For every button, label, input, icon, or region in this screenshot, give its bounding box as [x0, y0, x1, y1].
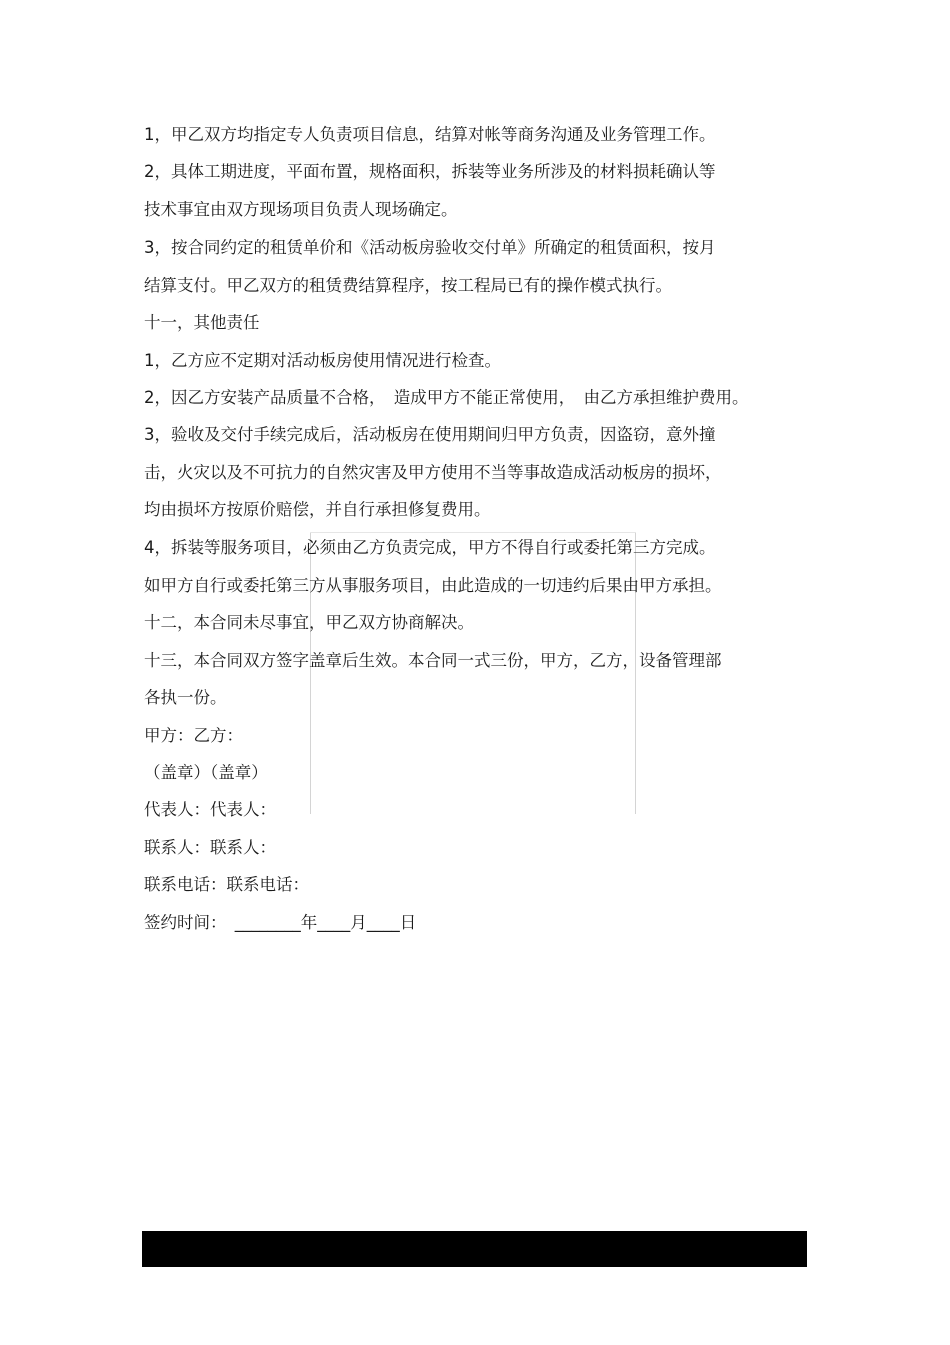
text-line: 1，乙方应不定期对活动板房使用情况进行检查。 [144, 351, 501, 370]
text-line: 3，按合同约定的租赁单价和《活动板房验收交付单》所确定的租赁面积，按月 [144, 238, 716, 257]
page-frame-top [310, 532, 636, 533]
text-line: 3，验收及交付手续完成后，活动板房在使用期间归甲方负责，因盗窃，意外撞 [144, 425, 716, 444]
text-line: 均由损坏方按原价赔偿，并自行承担修复费用。 [144, 500, 491, 519]
signature-parties: 甲方：乙方： [144, 726, 243, 745]
text-line: 如甲方自行或委托第三方从事服务项目，由此造成的一切违约后果由甲方承担。 [144, 576, 722, 595]
text-line: 2，因乙方安装产品质量不合格， 造成甲方不能正常使用， 由乙方承担维护费用。 [144, 388, 749, 407]
text-line: 1，甲乙双方均指定专人负责项目信息，结算对帐等商务沟通及业务管理工作。 [144, 125, 716, 144]
section-heading: 十二，本合同未尽事宜，甲乙双方协商解决。 [144, 613, 474, 632]
signature-seals: （盖章）（盖章） [144, 763, 268, 782]
signing-date: 签约时间： ________年____月____日 [144, 913, 417, 932]
text-line: 技术事宜由双方现场项目负责人现场确定。 [144, 200, 458, 219]
signature-phones: 联系电话：联系电话： [144, 875, 309, 894]
text-line: 结算支付。甲乙双方的租赁费结算程序，按工程局已有的操作模式执行。 [144, 276, 672, 295]
section-heading: 十一，其他责任 [144, 313, 260, 332]
footer-bar [142, 1231, 807, 1267]
text-line: 4，拆装等服务项目，必须由乙方负责完成，甲方不得自行或委托第三方完成。 [144, 538, 716, 557]
section-heading: 十三，本合同双方签字盖章后生效。本合同一式三份，甲方，乙方，设备管理部 [144, 651, 722, 670]
page-frame-right [635, 532, 636, 814]
signature-representatives: 代表人：代表人： [144, 800, 276, 819]
text-line: 各执一份。 [144, 688, 227, 707]
page-frame-left [310, 532, 311, 814]
text-line: 击，火灾以及不可抗力的自然灾害及甲方使用不当等事故造成活动板房的损坏， [144, 463, 722, 482]
signature-contacts: 联系人：联系人： [144, 838, 276, 857]
text-line: 2，具体工期进度，平面布置，规格面积，拆装等业务所涉及的材料损耗确认等 [144, 162, 716, 181]
